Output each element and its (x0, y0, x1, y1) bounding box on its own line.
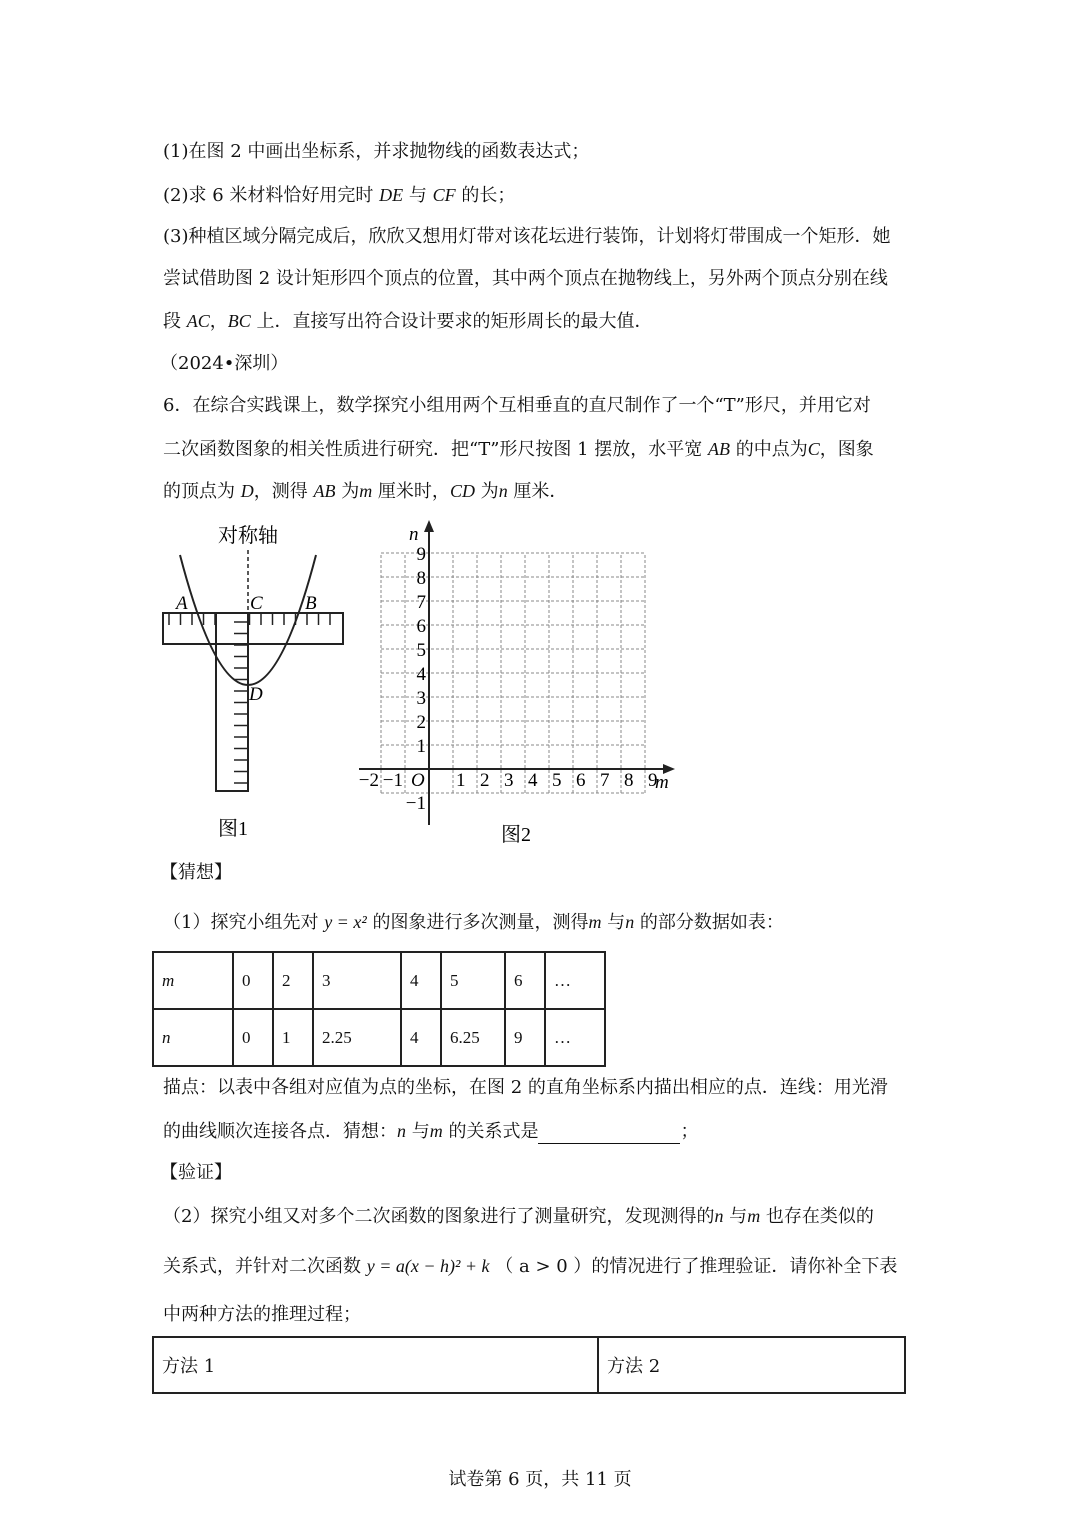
segment-cf: CF (432, 185, 456, 205)
point-c: C (807, 439, 820, 459)
text: 的部分数据如表： (634, 912, 784, 933)
figure-1-t-ruler (150, 515, 370, 850)
text: 为 (474, 481, 499, 502)
var-n: n (397, 1121, 406, 1141)
y-tick-label: −1 (405, 793, 426, 814)
n-axis-arrow-icon (424, 520, 434, 532)
text: 的图象进行多次测量，测得 (366, 912, 589, 933)
table-cell: 6.25 (441, 1009, 505, 1066)
table-cell: 4 (401, 1009, 441, 1066)
question-part-2 (163, 183, 515, 208)
table-cell: … (545, 1009, 605, 1066)
point-a-label: A (176, 593, 188, 614)
table-cell: 5 (441, 952, 505, 1009)
var-m: m (429, 1121, 443, 1141)
y-tick-label: 9 (416, 544, 426, 565)
text: 也存在类似的 (760, 1206, 874, 1227)
table-row (153, 1009, 605, 1066)
x-tick-label: 9 (648, 770, 658, 791)
symmetry-axis-label: 对称轴 (218, 525, 278, 547)
text: 关系式，并针对二次函数 (163, 1256, 367, 1277)
var-m: m (588, 912, 602, 932)
point-d-label: D (249, 684, 263, 705)
text: 为 (335, 481, 360, 502)
formula: y = x² (324, 912, 367, 932)
text: 厘米． (507, 481, 568, 502)
text: 与 (406, 1121, 430, 1142)
table-cell: 2 (273, 952, 313, 1009)
table-cell: 2.25 (313, 1009, 401, 1066)
guess-desc-line1: 描点：以表中各组对应值为点的坐标，在图 2 的直角坐标系内描出相应的点．连线：用光滑 (163, 1077, 888, 1098)
y-tick-label: 4 (416, 664, 426, 685)
text: 的中点为 (730, 439, 808, 460)
verify-heading: 【验证】 (160, 1162, 232, 1183)
source-tag: （2024•深圳） (160, 353, 289, 374)
guess-part1 (163, 910, 784, 935)
table-cell: 9 (505, 1009, 545, 1066)
method-2-cell: 方法 2 (598, 1337, 905, 1393)
x-tick-label: −2 (358, 770, 379, 791)
table-cell: 6 (505, 952, 545, 1009)
point-b-label: B (305, 593, 317, 614)
x-tick-labels (359, 770, 658, 791)
methods-table (152, 1336, 906, 1394)
y-tick-label: 6 (416, 616, 426, 637)
figure-2-coordinate-grid (349, 515, 694, 850)
x-tick-label: 4 (528, 770, 538, 791)
var-n: n (714, 1206, 724, 1226)
text: 厘米时， (372, 481, 450, 502)
y-tick-label: 8 (416, 568, 426, 589)
figure-2-caption: 图2 (501, 824, 531, 846)
horizontal-ruler (163, 613, 343, 644)
text: 的曲线顺次连接各点．猜想： (163, 1121, 397, 1142)
text: 上．直接写出符合设计要求的矩形周长的最大值． (250, 311, 653, 332)
table-cell: 1 (273, 1009, 313, 1066)
text: 段 (163, 311, 187, 332)
verify-line2 (163, 1254, 897, 1279)
question6-line1: 6．在综合实践课上，数学探究小组用两个互相垂直的直尺制作了一个“T”形尺，并用它对 (163, 395, 871, 416)
text: (2)求 6 米材料恰好用完时 (163, 185, 380, 206)
question-part-3-line1: (3)种植区域分隔完成后，欣欣又想用灯带对该花坛进行装饰，计划将灯带围成一个矩形．她 (163, 226, 891, 247)
x-tick-label: 1 (456, 770, 466, 791)
text: ，图象 (819, 439, 874, 460)
text: ，测得 (253, 481, 314, 502)
var-n: n (498, 481, 508, 501)
m-axis-label: m (655, 772, 669, 793)
text: ； (680, 1121, 699, 1142)
text: 的关系式是 (442, 1121, 539, 1142)
segment-ab: AB (313, 481, 336, 501)
guess-heading: 【猜想】 (160, 862, 232, 883)
table-cell: 4 (401, 952, 441, 1009)
question-part-3-line2: 尝试借助图 2 设计矩形四个顶点的位置，其中两个顶点在抛物线上，另外两个顶点分别在线 (163, 268, 888, 289)
point-d: D (240, 481, 254, 501)
formula: y = a(x − h)² + k (366, 1256, 490, 1276)
x-tick-label: 6 (576, 770, 586, 791)
question6-line2 (163, 437, 874, 462)
var-n: n (625, 912, 635, 932)
segment-ab: AB (708, 439, 731, 459)
text: 的顶点为 (163, 481, 241, 502)
figure-1-caption: 图1 (218, 818, 248, 840)
answer-blank[interactable] (538, 1123, 680, 1144)
condition: （ a > 0 ） (495, 1256, 592, 1277)
segment-bc: BC (227, 311, 251, 331)
method-1-cell: 方法 1 (153, 1337, 598, 1393)
n-axis-label: n (409, 524, 419, 545)
page-footer: 试卷第 6 页，共 11 页 (448, 1469, 632, 1490)
row-header: m (153, 952, 233, 1009)
y-tick-label: 3 (416, 688, 426, 709)
y-tick-label: 2 (416, 712, 426, 733)
x-tick-label: 7 (600, 770, 610, 791)
segment-ac: AC (186, 311, 210, 331)
text: （2）探究小组又对多个二次函数的图象进行了测量研究，发现测得的 (163, 1206, 715, 1227)
x-tick-label: 5 (552, 770, 562, 791)
verify-line1 (163, 1204, 874, 1229)
table-cell: 3 (313, 952, 401, 1009)
origin-label: O (411, 770, 425, 791)
question6-line3 (163, 479, 567, 504)
table-row (153, 952, 605, 1009)
text: 与 (601, 912, 626, 933)
text: 与 (723, 1206, 748, 1227)
segment-cd: CD (449, 481, 475, 501)
y-tick-label: 1 (416, 736, 426, 757)
segment-de: DE (379, 185, 404, 205)
table-cell: 0 (233, 1009, 273, 1066)
x-tick-label: 8 (624, 770, 634, 791)
text: ， (209, 311, 228, 332)
data-table (152, 951, 606, 1067)
var-m: m (359, 481, 373, 501)
text: （1）探究小组先对 (163, 912, 325, 933)
table-cell: … (545, 952, 605, 1009)
var-m: m (747, 1206, 761, 1226)
question-part-1: (1)在图 2 中画出坐标系，并求抛物线的函数表达式； (163, 141, 590, 162)
verify-line3: 中两种方法的推理过程； (163, 1304, 361, 1325)
point-c-label: C (250, 593, 263, 614)
table-cell: 0 (233, 952, 273, 1009)
y-tick-label: 7 (416, 592, 426, 613)
row-header: n (153, 1009, 233, 1066)
x-tick-label: 2 (480, 770, 490, 791)
x-tick-label: 3 (504, 770, 514, 791)
guess-desc-line2 (163, 1119, 698, 1144)
text: 的长； (455, 185, 516, 206)
x-tick-label: −1 (382, 770, 403, 791)
text: 的情况进行了推理验证．请你补全下表 (591, 1256, 898, 1277)
y-tick-label: 5 (416, 640, 426, 661)
question-part-3-line3 (163, 309, 653, 334)
text: 与 (403, 185, 433, 206)
text: 二次函数图象的相关性质进行研究．把“T”形尺按图 1 摆放，水平宽 (163, 439, 709, 460)
